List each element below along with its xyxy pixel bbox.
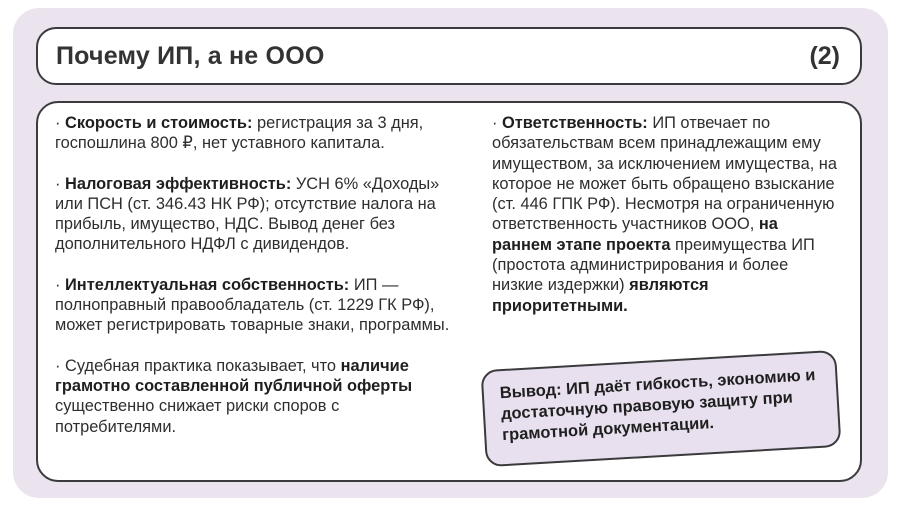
conclusion-callout — [481, 350, 842, 467]
point-emphasis: являются приоритетными. — [492, 276, 709, 315]
point-text: УСН 6% «Доходы» или ПСН (ст. 346.43 НК РФ); отсутствие налога на прибыль, имущество, НДС. Вывод денег без дополнительного НДФЛ с дивидендов. — [55, 174, 440, 254]
point-text: ИП — полноправный правообладатель (ст. 1229 ГК РФ), может регистрировать товарные знаки, программы. — [55, 275, 450, 335]
bullet-prefix: · — [55, 275, 66, 294]
bullet-prefix: · — [55, 174, 66, 193]
right-column — [492, 113, 837, 336]
point-court-practice — [55, 356, 455, 437]
point-tax-efficiency — [55, 174, 455, 255]
point-speed-cost — [55, 113, 455, 154]
page-title: Почему ИП, а не ООО — [56, 42, 325, 70]
point-intellectual-property — [55, 275, 455, 336]
point-heading: Интеллектуальная собственность: — [65, 275, 350, 294]
point-text: · Судебная практика показывает, что — [55, 356, 341, 375]
point-heading: Скорость и стоимость: — [65, 114, 253, 132]
header-box — [36, 27, 862, 85]
point-emphasis: на раннем этапе проекта — [492, 215, 778, 254]
point-heading: Ответственность: — [502, 114, 648, 132]
bullet-prefix: · — [492, 114, 503, 132]
conclusion-text: Вывод: ИП даёт гибкость, экономию и достаточную правовую защиту при грамотной документации. — [499, 366, 816, 445]
slide-number: (2) — [809, 42, 840, 70]
point-text: регистрация за 3 дня, госпошлина 800 ₽, нет уставного капитала. — [55, 114, 424, 153]
bullet-prefix: · — [55, 114, 66, 132]
left-column — [55, 113, 455, 457]
point-emphasis: наличие грамотно составленной публичной оферты — [55, 356, 413, 395]
point-liability — [492, 113, 837, 316]
point-text: ИП отвечает по обязательствам всем принадлежащим ему имуществом, за исключением имущества, на которое не может быть обращено взыскание (ст. 446 ГПК РФ). Несмотря на ограниченную ответственность участников ООО, — [492, 114, 837, 234]
point-text: существенно снижает риски споров с потребителями. — [55, 397, 340, 436]
point-text: преимущества ИП (простота администрирования и более низкие издержки) — [492, 235, 815, 295]
point-heading: Налоговая эффективность: — [65, 174, 292, 193]
